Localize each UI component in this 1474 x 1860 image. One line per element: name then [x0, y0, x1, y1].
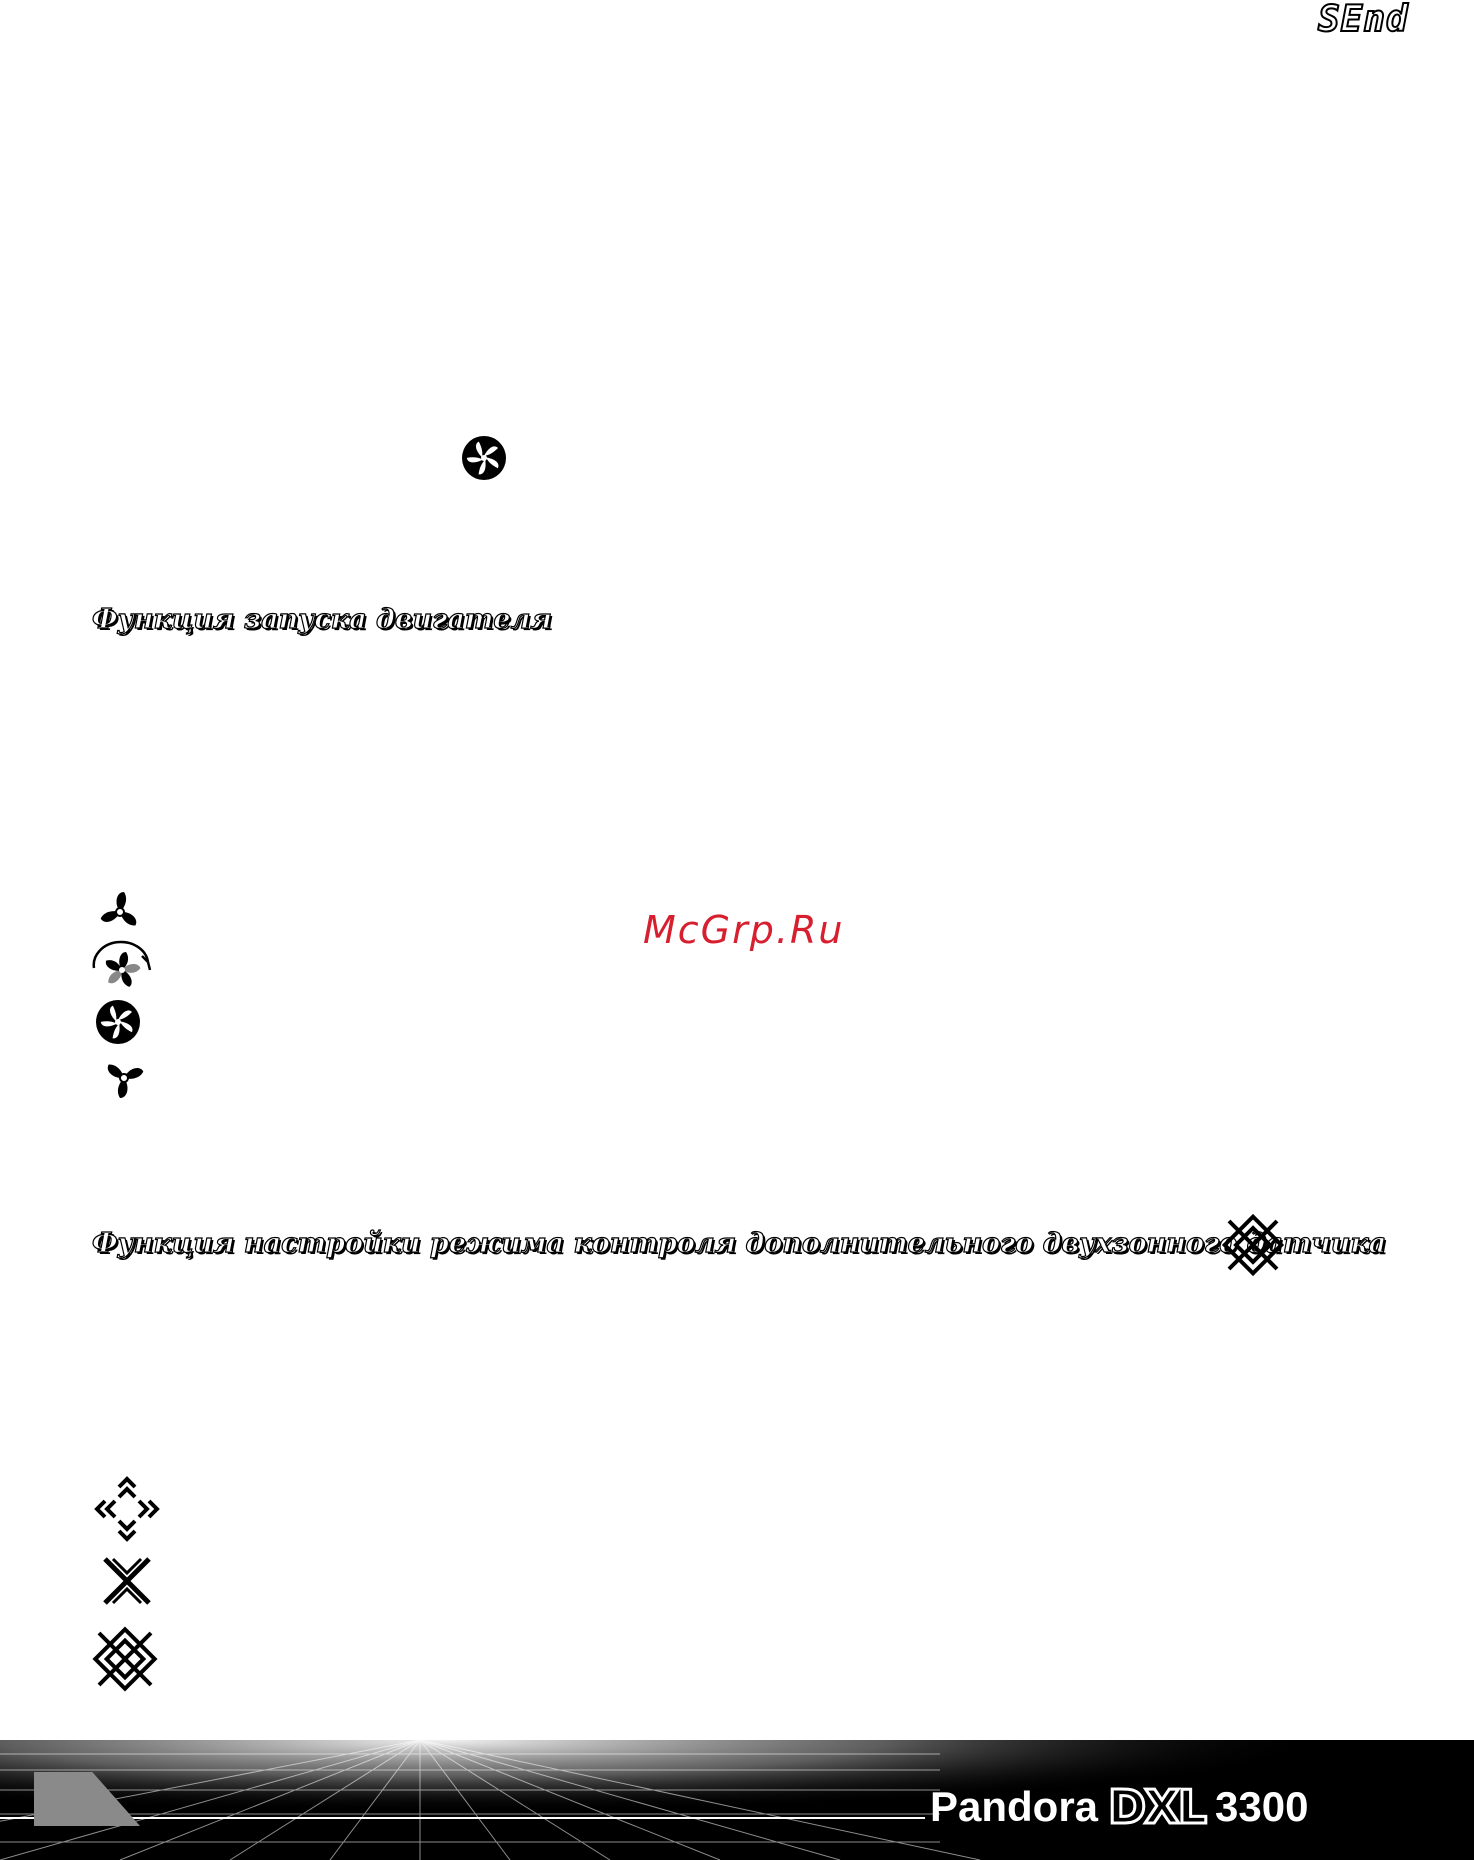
fan-solid-icon	[94, 998, 142, 1046]
sensor-diamond-icon	[90, 1624, 160, 1694]
brand-name: Pandora	[930, 1783, 1099, 1830]
lcd-display-text: SEnd	[1318, 0, 1409, 40]
sensor-arrows-icon	[92, 1474, 162, 1544]
fan-rotating-icon	[90, 936, 154, 992]
fan-three-blade-icon	[96, 888, 144, 936]
brand-number: 3300	[1215, 1783, 1309, 1830]
fan-three-blade-icon	[100, 1054, 148, 1102]
section-heading-sensor-mode: Функция настройки режима контроля дополнительного двухзонного датчика	[92, 1228, 1387, 1259]
sensor-diamond-icon	[1220, 1212, 1286, 1278]
brand-logo	[930, 1772, 1308, 1842]
watermark: McGrp.Ru	[643, 908, 845, 952]
brand-model: DXL	[1108, 1780, 1206, 1834]
fan-solid-icon	[460, 434, 508, 482]
section-heading-engine-start: Функция запуска двигателя	[92, 604, 552, 635]
sensor-cross-icon	[98, 1552, 156, 1610]
